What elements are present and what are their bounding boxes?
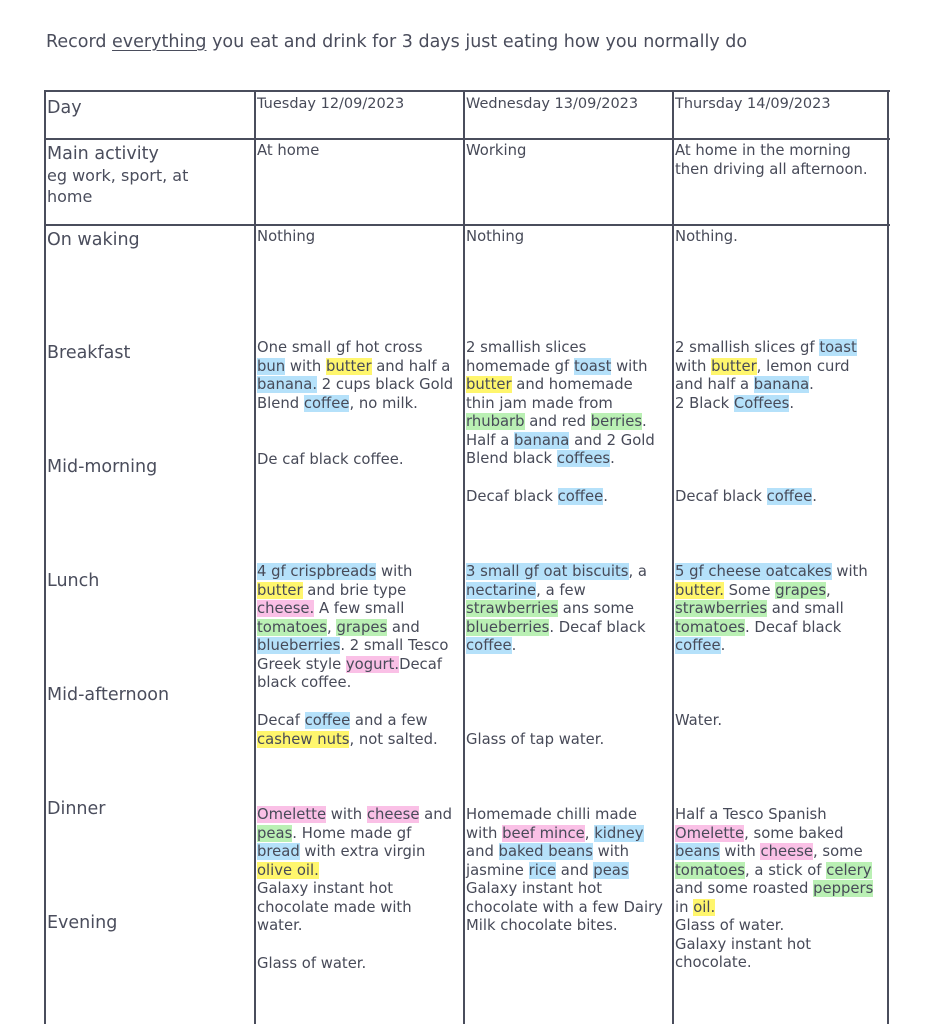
cell-line: bun with butter and half a xyxy=(257,357,451,375)
tuesday-breakfast xyxy=(257,339,453,413)
tuesday-mid-morning xyxy=(257,451,404,470)
thursday-breakfast xyxy=(675,339,857,413)
cell-line: and some roasted peppers xyxy=(675,880,874,897)
table-border-top xyxy=(44,90,890,92)
cell-line: Half a banana and 2 Gold xyxy=(466,431,655,449)
cell-line: Blend coffee, no milk. xyxy=(257,394,418,412)
row-label-mid-morning: Mid-morning xyxy=(47,457,158,477)
cell-line: 4 gf crispbreads with xyxy=(257,563,413,580)
table-border-left xyxy=(44,90,46,1024)
table-row-divider-1 xyxy=(44,138,890,140)
wednesday-dinner xyxy=(466,806,663,936)
cell-line: tomatoes, grapes and xyxy=(257,618,420,636)
tuesday-activity xyxy=(257,142,319,161)
instruction-text-rest: you eat and drink for 3 days just eating how you normally do xyxy=(206,32,748,52)
thursday-on-waking: Nothing. xyxy=(675,228,738,245)
cell-line: butter and homemade xyxy=(466,376,633,393)
cell-line: beans with cheese, some xyxy=(675,843,863,860)
row-label-breakfast: Breakfast xyxy=(47,343,131,363)
cell-line: and baked beans with xyxy=(466,843,630,860)
cell-line: Greek style yogurt.Decaf xyxy=(257,655,442,673)
cell-line: Omelette, some baked xyxy=(675,824,844,842)
row-label-day: Day xyxy=(47,98,82,118)
cell-line: Glass of water. xyxy=(257,955,367,972)
cell-line: strawberries and small xyxy=(675,600,844,617)
table-border-right xyxy=(887,90,889,1024)
day-header-tuesday: Tuesday 12/09/2023 xyxy=(257,96,405,112)
row-label-main-activity: Main activity xyxy=(47,144,159,164)
cell-line: water. xyxy=(257,917,303,934)
wednesday-mid-morning xyxy=(466,488,608,507)
day-header-wednesday: Wednesday 13/09/2023 xyxy=(466,96,639,112)
cell-line: nectarine, a few xyxy=(466,581,586,599)
cell-line: De caf black coffee. xyxy=(257,451,404,468)
cell-line: 2 smallish slices gf toast xyxy=(675,339,857,356)
cell-line: Half a Tesco Spanish xyxy=(675,806,827,823)
cell-line: tomatoes, a stick of celery xyxy=(675,861,872,879)
row-label-on-waking: On waking xyxy=(47,230,140,250)
cell-line: peas. Home made gf xyxy=(257,824,412,842)
thursday-mid-morning xyxy=(675,488,817,507)
row-label-dinner: Dinner xyxy=(47,799,106,819)
cell-line: butter and brie type xyxy=(257,581,407,599)
cell-line: homemade gf toast with xyxy=(466,357,648,375)
table-divider-1 xyxy=(254,90,256,1024)
cell-line: jasmine rice and peas xyxy=(466,861,629,879)
cell-line: Blend black coffees. xyxy=(466,450,615,467)
cell-line: tomatoes. Decaf black xyxy=(675,618,842,636)
cell-line: Omelette with cheese and xyxy=(257,806,452,823)
cell-line: and half a banana. xyxy=(675,376,814,393)
cell-line: 5 gf cheese oatcakes with xyxy=(675,563,868,580)
cell-line: thin jam made from xyxy=(466,394,613,412)
cell-line: strawberries ans some xyxy=(466,600,634,617)
cell-line: with beef mince, kidney xyxy=(466,824,644,842)
cell-line: Decaf black coffee. xyxy=(675,488,817,505)
wednesday-mid-afternoon xyxy=(466,731,604,750)
cell-line: black coffee. xyxy=(257,674,352,691)
cell-line: coffee. xyxy=(675,637,726,654)
cell-line: rhubarb and red berries. xyxy=(466,413,647,430)
cell-line: blueberries. Decaf black xyxy=(466,618,646,636)
table-divider-3 xyxy=(672,90,674,1024)
cell-line: Decaf black coffee. xyxy=(466,488,608,505)
cell-line: blueberries. 2 small Tesco xyxy=(257,637,449,654)
thursday-lunch xyxy=(675,563,868,656)
tuesday-on-waking: Nothing xyxy=(257,228,316,245)
instruction-underlined-word: everything xyxy=(112,32,207,52)
cell-line: Decaf coffee and a few xyxy=(257,712,428,729)
row-label-mid-afternoon: Mid-afternoon xyxy=(47,685,170,705)
row-label-main-activity-hint-2: home xyxy=(47,187,93,206)
cell-line: 2 smallish slices xyxy=(466,339,587,356)
cell-line: Galaxy instant hot xyxy=(257,880,394,897)
cell-line: with butter, lemon curd xyxy=(675,357,850,375)
row-label-lunch: Lunch xyxy=(47,571,100,591)
thursday-mid-afternoon xyxy=(675,712,722,731)
thursday-dinner xyxy=(675,806,873,973)
cell-line: Glass of water. xyxy=(675,917,785,934)
day-header-thursday: Thursday 14/09/2023 xyxy=(675,96,831,112)
cell-line: Galaxy instant hot xyxy=(675,935,812,953)
cell-line: At home xyxy=(257,142,320,159)
row-label-main-activity-hint: eg work, sport, at xyxy=(47,166,189,185)
cell-line: cheese. A few small xyxy=(257,600,405,617)
cell-line: One small gf hot cross xyxy=(257,339,423,356)
row-label-evening: Evening xyxy=(47,913,118,933)
instruction-text: Record xyxy=(46,32,113,52)
wednesday-breakfast xyxy=(466,339,655,469)
cell-line: Milk chocolate bites. xyxy=(466,917,618,934)
cell-line: At home in the morning xyxy=(675,142,851,159)
instruction-heading xyxy=(46,32,747,52)
cell-line: chocolate. xyxy=(675,954,752,971)
tuesday-dinner xyxy=(257,806,452,936)
tuesday-evening xyxy=(257,955,366,974)
tuesday-mid-afternoon xyxy=(257,712,438,749)
cell-line: Working xyxy=(466,142,527,159)
cell-line: in oil. xyxy=(675,898,716,916)
table-row-divider-2 xyxy=(44,224,890,226)
wednesday-activity xyxy=(466,142,526,161)
table-divider-2 xyxy=(463,90,465,1024)
cell-line: Homemade chilli made xyxy=(466,806,638,823)
cell-line: then driving all afternoon. xyxy=(675,160,868,178)
cell-line: cashew nuts, not salted. xyxy=(257,730,438,748)
wednesday-on-waking: Nothing xyxy=(466,228,525,245)
cell-line: butter. Some grapes, xyxy=(675,581,831,599)
cell-line: Water. xyxy=(675,712,723,729)
cell-line: Galaxy instant hot xyxy=(466,880,603,897)
tuesday-lunch xyxy=(257,563,448,693)
cell-line: bread with extra virgin xyxy=(257,843,426,860)
cell-line: olive oil. xyxy=(257,861,319,879)
cell-line: coffee. xyxy=(466,637,517,654)
cell-line: chocolate made with xyxy=(257,898,412,916)
cell-line: chocolate with a few Dairy xyxy=(466,898,663,916)
cell-line: 2 Black Coffees. xyxy=(675,394,795,412)
cell-line: banana. 2 cups black Gold xyxy=(257,376,454,393)
thursday-activity xyxy=(675,142,868,179)
wednesday-lunch xyxy=(466,563,647,656)
cell-line: 3 small gf oat biscuits, a xyxy=(466,563,647,580)
cell-line: Glass of tap water. xyxy=(466,731,605,748)
